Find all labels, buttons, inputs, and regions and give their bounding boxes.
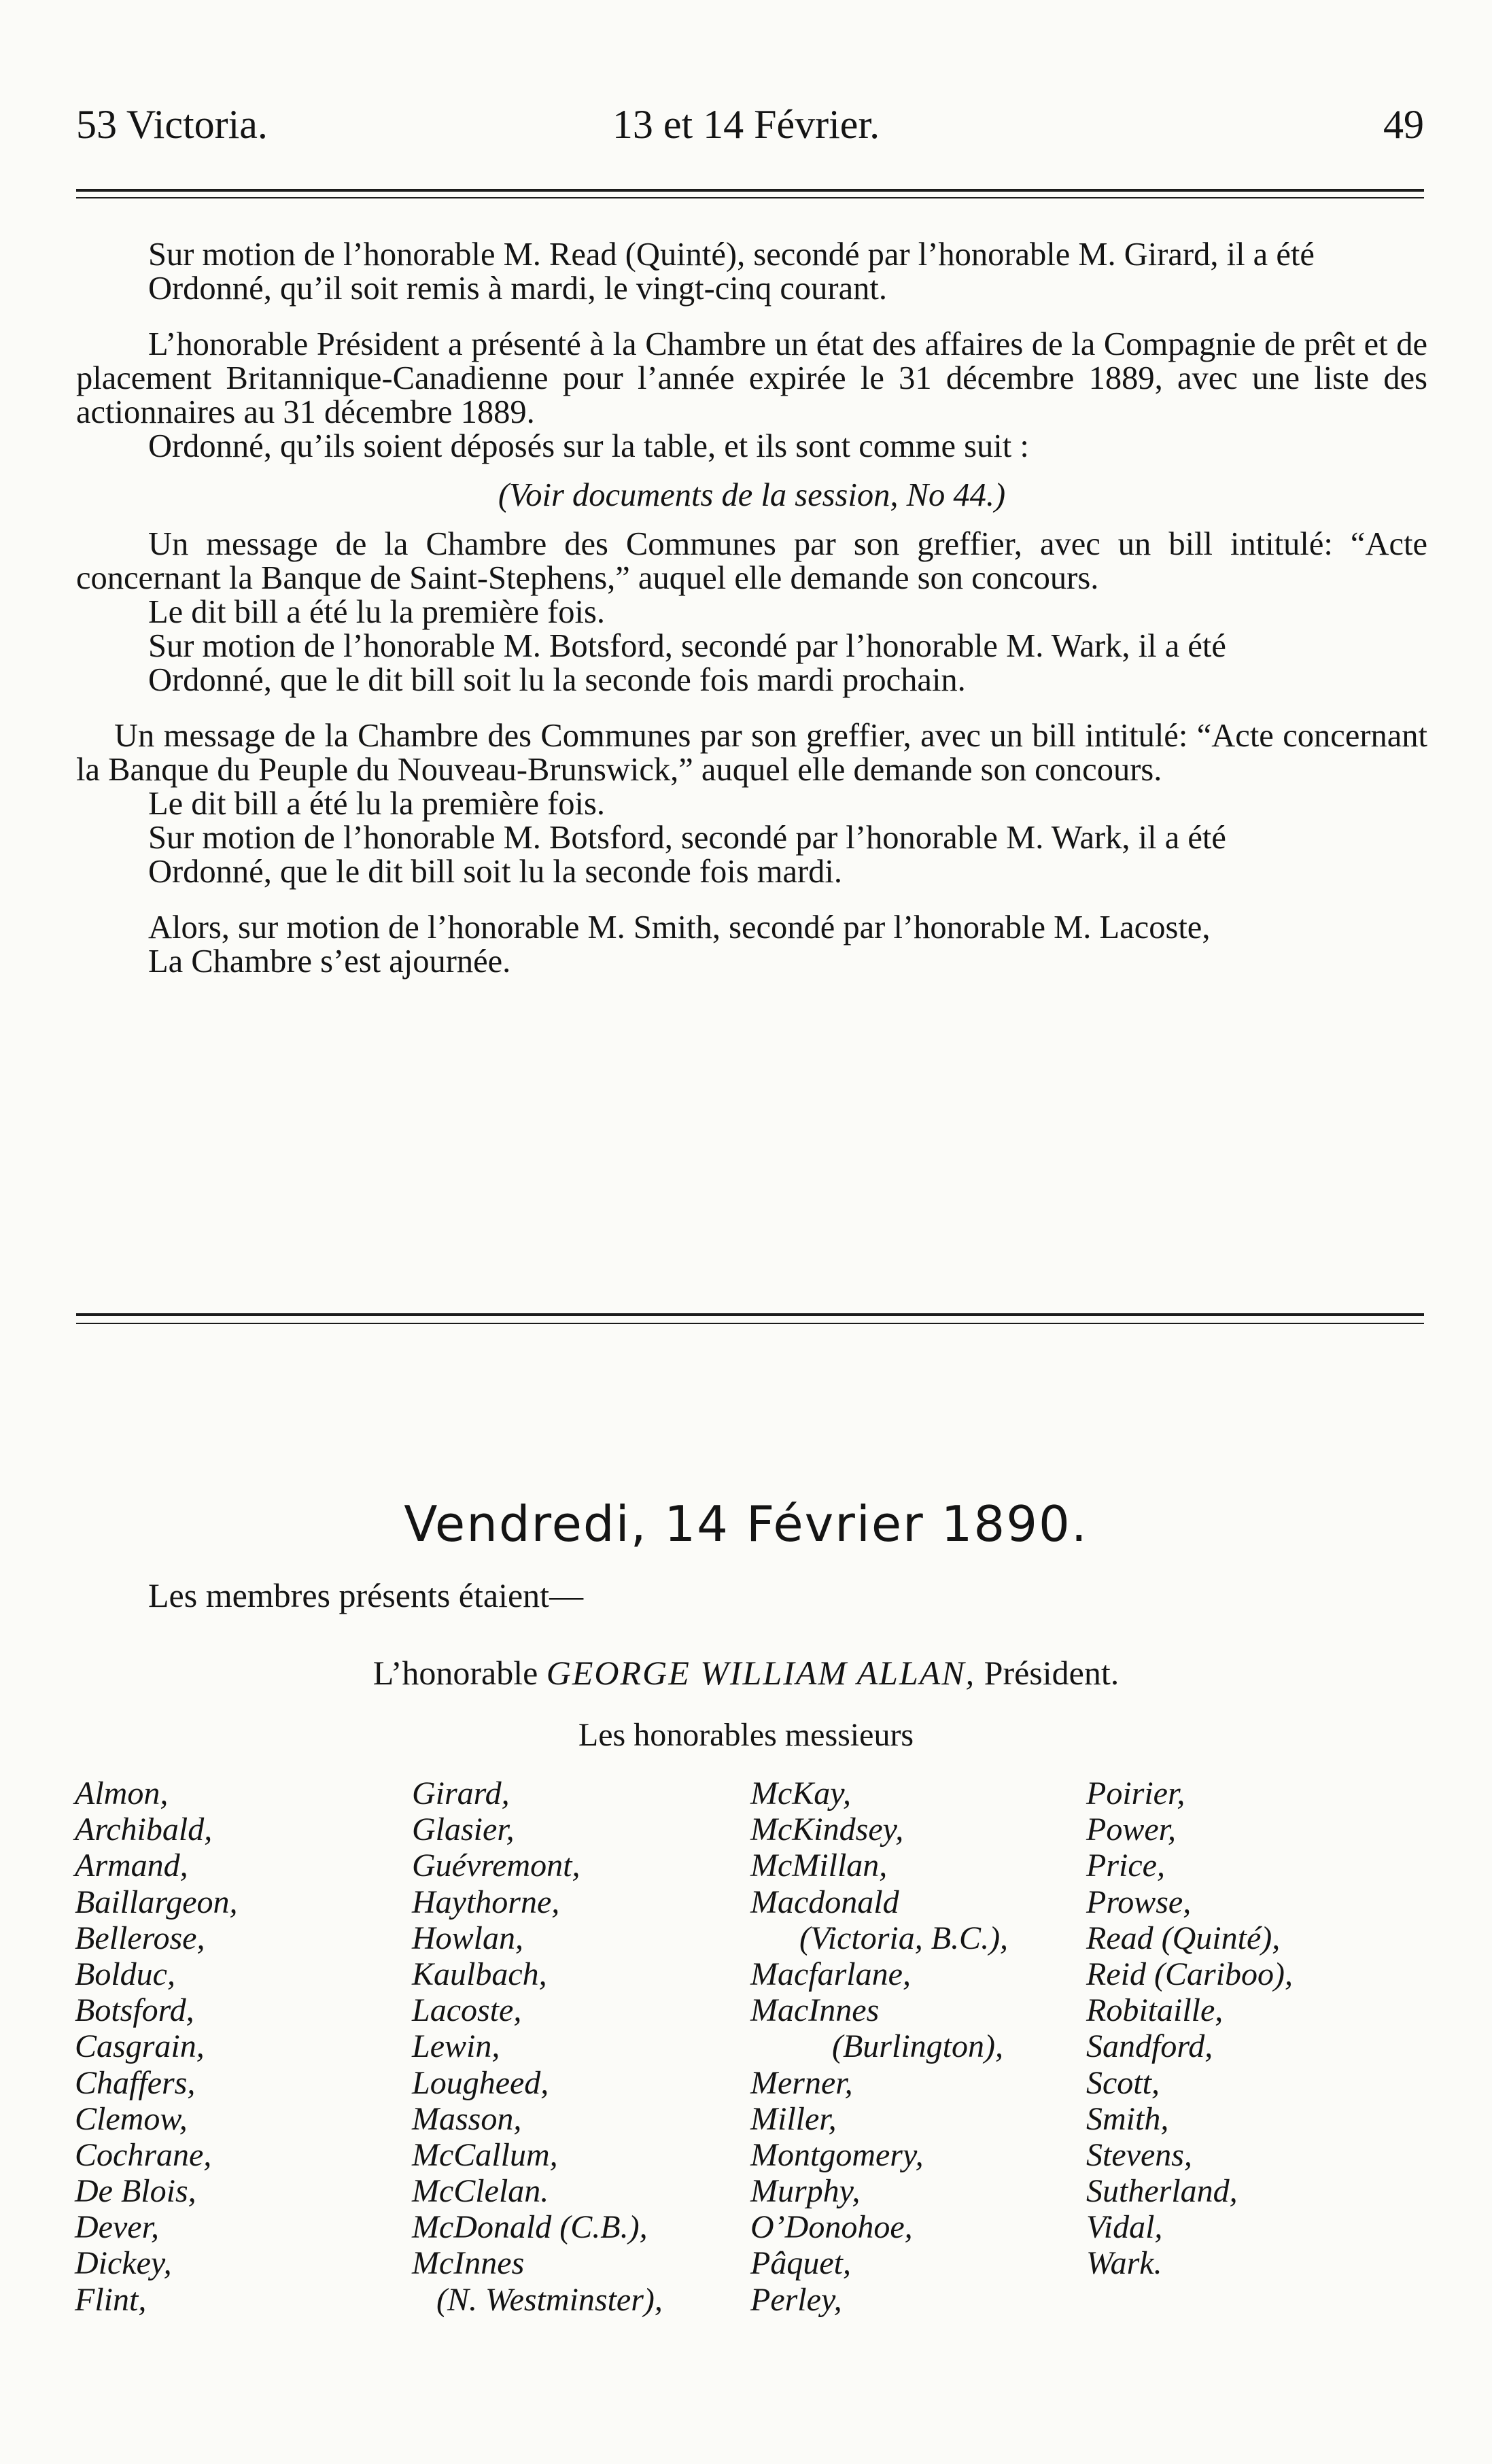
member-name: Kaulbach, [412,1956,547,1992]
header-session: 53 Victoria. [76,102,268,147]
member-name: McDonald (C.B.), [412,2209,648,2246]
member-name: Stevens, [1086,2136,1192,2173]
member-name: Glasier, [412,1811,515,1848]
president-suffix: Président. [975,1654,1120,1692]
header-date: 13 et 14 Février. [612,102,880,147]
member-name: Lougheed, [412,2064,549,2101]
paragraph: Le dit bill a été lu la première fois. [148,594,606,630]
member-name: Merner, [750,2064,853,2101]
member-name: Vidal, [1086,2209,1163,2246]
member-name: Chaffers, [75,2064,196,2101]
paragraph: Le dit bill a été lu la première fois. [148,786,606,822]
members-column-3 [750,1775,1008,2318]
paragraph: Ordonné, qu’ils soient déposés sur la table, et ils sont comme suit : [148,428,1029,464]
present-intro: Les membres présents étaient— [148,1576,584,1614]
paragraph: Ordonné, que le dit bill soit lu la seconde fois mardi prochain. [148,662,966,698]
member-name: Flint, [75,2281,147,2318]
header-rule-bottom [76,197,1424,198]
member-name: Robitaille, [1086,1992,1224,2029]
member-name: MacInnes [750,1992,880,2029]
member-name: Scott, [1086,2064,1160,2101]
member-name: Sandford, [1086,2028,1213,2065]
member-name: Miller, [750,2100,837,2137]
member-name: Guévremont, [412,1847,580,1884]
member-name: Clemow, [75,2100,188,2137]
member-name: O’Donohoe, [750,2209,913,2246]
member-name: Pâquet, [750,2245,851,2282]
paragraph: Un message de la Chambre des Communes par son greffier, avec un bill intitulé: “Acte concernant la Banque de Saint-Stephens,” auquel elle demande son concours. [76,526,1427,596]
paragraph: Sur motion de l’honorable M. Botsford, secondé par l’honorable M. Wark, il a été [148,820,1226,856]
member-name: McCallum, [412,2136,558,2173]
paragraph: Ordonné, qu’il soit remis à mardi, le vingt-cinq courant. [148,271,887,307]
member-name: McMillan, [750,1847,888,1884]
member-name: Botsford, [75,1992,194,2029]
president-prefix: L’honorable [372,1654,547,1692]
header-rule-top [76,189,1424,192]
president-name: GEORGE WILLIAM ALLAN, [546,1654,976,1692]
members-column-2 [412,1775,663,2318]
member-name: Macdonald [750,1884,899,1920]
member-name: Bolduc, [75,1956,175,1992]
member-name: Cochrane, [75,2136,212,2173]
member-name: Almon, [75,1775,169,1811]
paragraph: La Chambre s’est ajournée. [148,943,511,979]
members-column-4 [1086,1775,1293,2282]
member-name: Bellerose, [75,1920,205,1956]
members-column-1 [75,1775,238,2318]
member-name: Perley, [750,2281,842,2318]
paragraph: Sur motion de l’honorable M. Botsford, secondé par l’honorable M. Wark, il a été [148,628,1226,664]
member-name: Baillargeon, [75,1884,238,1920]
running-header [0,101,1492,148]
member-name: Dickey, [75,2245,172,2282]
day-title: Vendredi, 14 Février 1890. [404,1495,1088,1552]
member-name: Montgomery, [750,2136,924,2173]
member-name: (Victoria, B.C.), [750,1920,1009,1956]
member-name: McInnes [412,2245,525,2282]
page-number: 49 [1383,102,1424,147]
paragraph: Sur motion de l’honorable M. Read (Quinté), secondé par l’honorable M. Girard, il a été [148,237,1315,273]
member-name: Price, [1086,1847,1165,1884]
member-name: Casgrain, [75,2028,205,2065]
member-name: Sutherland, [1086,2173,1238,2210]
member-name: Masson, [412,2100,522,2137]
president-line [0,1653,1492,1693]
member-name: Power, [1086,1811,1176,1848]
member-name: Murphy, [750,2173,861,2210]
member-name: Lacoste, [412,1992,522,2029]
paragraph: L’honorable Président a présenté à la Chambre un état des affaires de la Compagnie de prêt et de placement Britannique-Canadienne pour l’année expirée le 31 décembre 1889, avec une liste des actionnaires au 31 décembre 1889. [76,326,1427,430]
paragraph: Un message de la Chambre des Communes par son greffier, avec un bill intitulé: “Acte concernant la Banque du Peuple du Nouveau-Brunswick,” auquel elle demande son concours. [76,718,1427,788]
member-name: Lewin, [412,2028,500,2065]
member-name: Girard, [412,1775,510,1811]
member-name: Read (Quinté), [1086,1920,1281,1956]
members-heading: Les honorables messieurs [578,1717,914,1753]
paragraph: Ordonné, que le dit bill soit lu la seconde fois mardi. [148,854,842,890]
section-rule-top [76,1313,1424,1316]
member-name: McKindsey, [750,1811,904,1848]
member-name: Reid (Cariboo), [1086,1956,1293,1992]
document-reference: (Voir documents de la session, No 44.) [498,477,1006,513]
member-name: Wark. [1086,2245,1162,2282]
member-name: Haythorne, [412,1884,560,1920]
section-rule-bottom [76,1323,1424,1324]
member-name: Armand, [75,1847,188,1884]
member-name: Prowse, [1086,1884,1192,1920]
member-name: De Blois, [75,2173,196,2210]
member-name: Archibald, [75,1811,213,1848]
member-name: Dever, [75,2209,159,2246]
proceedings-text [76,238,1427,979]
member-name: Poirier, [1086,1775,1185,1811]
member-name: (Burlington), [750,2028,1003,2065]
member-name: McKay, [750,1775,851,1811]
member-name: Howlan, [412,1920,524,1956]
member-name: (N. Westminster), [412,2281,663,2318]
member-name: Macfarlane, [750,1956,911,1992]
member-name: McClelan. [412,2173,549,2210]
member-name: Smith, [1086,2100,1169,2137]
paragraph: Alors, sur motion de l’honorable M. Smith, secondé par l’honorable M. Lacoste, [148,909,1211,945]
